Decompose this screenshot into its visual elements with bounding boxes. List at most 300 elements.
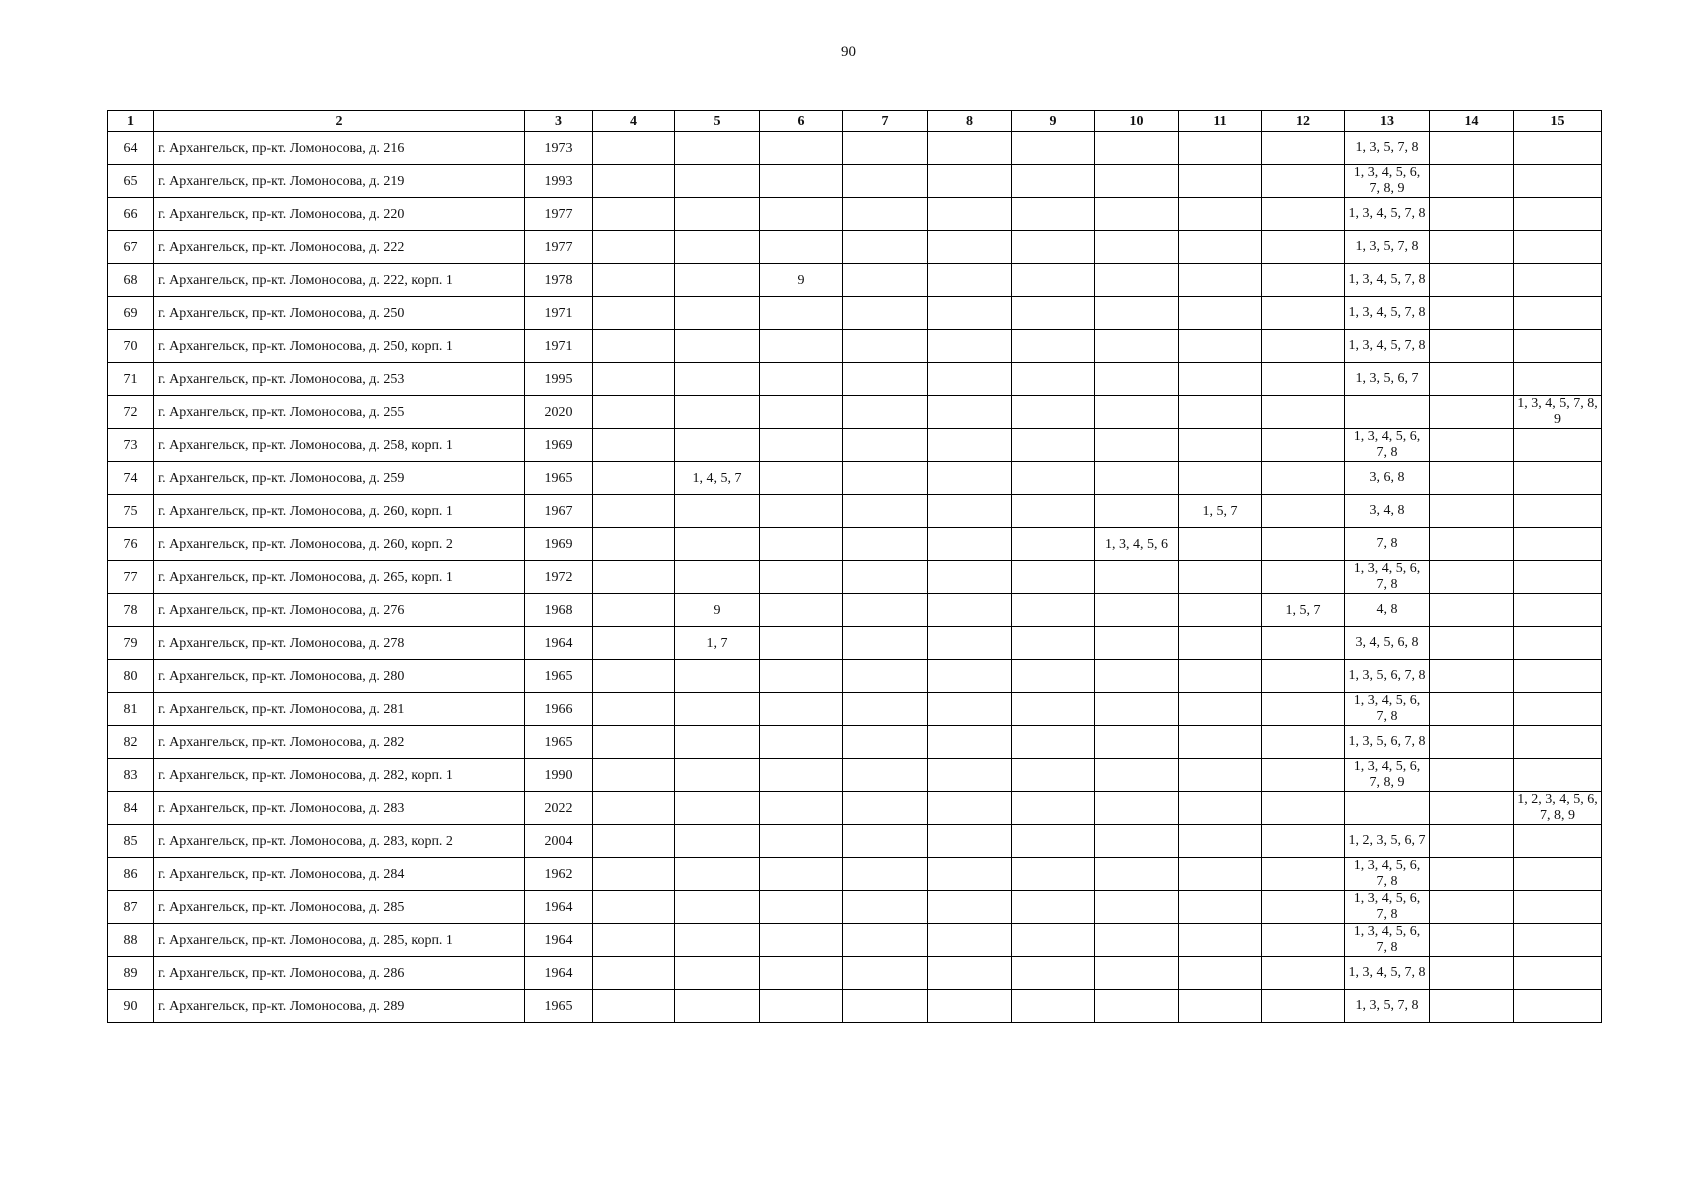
empty-cell — [593, 957, 675, 990]
empty-cell — [928, 858, 1012, 891]
empty-cell — [928, 792, 1012, 825]
table-cell — [675, 759, 760, 792]
address-cell: г. Архангельск, пр-кт. Ломоносова, д. 250 — [154, 297, 525, 330]
table-cell — [1179, 297, 1262, 330]
table-cell: 1, 3, 4, 5, 7, 8 — [1345, 957, 1430, 990]
empty-cell — [928, 627, 1012, 660]
year-cell: 1977 — [525, 198, 593, 231]
table-cell — [1095, 825, 1179, 858]
table-cell — [1179, 231, 1262, 264]
address-cell: г. Архангельск, пр-кт. Ломоносова, д. 285 — [154, 891, 525, 924]
address-cell: г. Архангельск, пр-кт. Ломоносова, д. 265, корп. 1 — [154, 561, 525, 594]
table-cell — [760, 198, 843, 231]
empty-cell — [1012, 264, 1095, 297]
address-cell: г. Архангельск, пр-кт. Ломоносова, д. 289 — [154, 990, 525, 1023]
empty-cell — [928, 198, 1012, 231]
table-cell — [760, 858, 843, 891]
table-cell: 1, 3, 5, 7, 8 — [1345, 132, 1430, 165]
empty-cell — [593, 990, 675, 1023]
table-cell — [1514, 165, 1602, 198]
table-cell — [1514, 198, 1602, 231]
empty-cell — [593, 627, 675, 660]
empty-cell — [1430, 627, 1514, 660]
table-cell: 1, 3, 5, 6, 7, 8 — [1345, 660, 1430, 693]
row-number-cell: 82 — [108, 726, 154, 759]
year-cell: 1977 — [525, 231, 593, 264]
table-cell: 1, 2, 3, 5, 6, 7 — [1345, 825, 1430, 858]
table-cell — [1179, 594, 1262, 627]
table-cell — [760, 396, 843, 429]
empty-cell — [1012, 198, 1095, 231]
row-number-cell: 69 — [108, 297, 154, 330]
table-row — [108, 231, 1602, 264]
table-row — [108, 363, 1602, 396]
table-cell — [760, 825, 843, 858]
table-cell — [1095, 495, 1179, 528]
year-cell: 1971 — [525, 330, 593, 363]
year-cell: 1964 — [525, 891, 593, 924]
table-cell — [1262, 165, 1345, 198]
address-cell: г. Архангельск, пр-кт. Ломоносова, д. 255 — [154, 396, 525, 429]
table-cell: 1, 3, 4, 5, 7, 8 — [1345, 297, 1430, 330]
column-header: 6 — [760, 111, 843, 132]
column-header: 9 — [1012, 111, 1095, 132]
column-header: 4 — [593, 111, 675, 132]
empty-cell — [1430, 330, 1514, 363]
table-cell — [1179, 858, 1262, 891]
table-cell — [1262, 363, 1345, 396]
table-cell — [760, 429, 843, 462]
table-cell — [1179, 759, 1262, 792]
row-number-cell: 90 — [108, 990, 154, 1023]
address-cell: г. Архангельск, пр-кт. Ломоносова, д. 285, корп. 1 — [154, 924, 525, 957]
table-cell — [1514, 660, 1602, 693]
table-cell — [1179, 627, 1262, 660]
table-cell — [1262, 792, 1345, 825]
table-cell: 1, 3, 4, 5, 6 — [1095, 528, 1179, 561]
table-cell — [1514, 363, 1602, 396]
table-cell — [1095, 198, 1179, 231]
table-cell — [1262, 561, 1345, 594]
empty-cell — [1430, 693, 1514, 726]
table-cell — [1262, 495, 1345, 528]
year-cell: 2020 — [525, 396, 593, 429]
year-cell: 1978 — [525, 264, 593, 297]
table-cell — [1179, 429, 1262, 462]
table-cell — [675, 858, 760, 891]
empty-cell — [593, 528, 675, 561]
empty-cell — [843, 891, 928, 924]
table-cell — [1262, 924, 1345, 957]
empty-cell — [1012, 627, 1095, 660]
empty-cell — [593, 561, 675, 594]
table-cell — [1514, 924, 1602, 957]
column-header: 15 — [1514, 111, 1602, 132]
empty-cell — [593, 165, 675, 198]
empty-cell — [928, 561, 1012, 594]
row-number-cell: 73 — [108, 429, 154, 462]
empty-cell — [928, 462, 1012, 495]
empty-cell — [593, 594, 675, 627]
empty-cell — [928, 759, 1012, 792]
table-row — [108, 693, 1602, 726]
table-cell — [1095, 594, 1179, 627]
row-number-cell: 68 — [108, 264, 154, 297]
table-cell — [675, 957, 760, 990]
empty-cell — [593, 297, 675, 330]
table-cell — [675, 231, 760, 264]
empty-cell — [593, 231, 675, 264]
empty-cell — [1430, 924, 1514, 957]
table-cell — [1179, 825, 1262, 858]
empty-cell — [1012, 495, 1095, 528]
row-number-cell: 72 — [108, 396, 154, 429]
table-cell: 1, 3, 4, 5, 6, 7, 8, 9 — [1345, 165, 1430, 198]
empty-cell — [1012, 858, 1095, 891]
empty-cell — [928, 495, 1012, 528]
year-cell: 1993 — [525, 165, 593, 198]
empty-cell — [1430, 825, 1514, 858]
empty-cell — [928, 528, 1012, 561]
empty-cell — [1430, 396, 1514, 429]
empty-cell — [1012, 528, 1095, 561]
address-cell: г. Архангельск, пр-кт. Ломоносова, д. 250, корп. 1 — [154, 330, 525, 363]
table-cell — [675, 132, 760, 165]
table-cell — [675, 165, 760, 198]
address-cell: г. Архангельск, пр-кт. Ломоносова, д. 216 — [154, 132, 525, 165]
empty-cell — [1012, 594, 1095, 627]
empty-cell — [843, 528, 928, 561]
table-cell — [1179, 924, 1262, 957]
empty-cell — [843, 231, 928, 264]
table-cell — [1514, 693, 1602, 726]
table-cell — [1095, 660, 1179, 693]
empty-cell — [1012, 561, 1095, 594]
row-number-cell: 71 — [108, 363, 154, 396]
table-cell: 1, 3, 5, 7, 8 — [1345, 990, 1430, 1023]
address-cell: г. Архангельск, пр-кт. Ломоносова, д. 260, корп. 1 — [154, 495, 525, 528]
empty-cell — [843, 858, 928, 891]
table-cell — [1262, 132, 1345, 165]
table-row — [108, 396, 1602, 429]
empty-cell — [1012, 825, 1095, 858]
table-cell: 7, 8 — [1345, 528, 1430, 561]
empty-cell — [843, 363, 928, 396]
address-cell: г. Архангельск, пр-кт. Ломоносова, д. 283, корп. 2 — [154, 825, 525, 858]
column-header: 14 — [1430, 111, 1514, 132]
empty-cell — [843, 495, 928, 528]
table-cell — [760, 462, 843, 495]
table-cell: 1, 3, 5, 7, 8 — [1345, 231, 1430, 264]
empty-cell — [593, 693, 675, 726]
empty-cell — [843, 726, 928, 759]
empty-cell — [1430, 495, 1514, 528]
empty-cell — [843, 429, 928, 462]
table-row — [108, 198, 1602, 231]
empty-cell — [843, 198, 928, 231]
table-cell: 9 — [675, 594, 760, 627]
empty-cell — [1012, 231, 1095, 264]
table-cell — [1262, 198, 1345, 231]
table-cell — [1095, 132, 1179, 165]
table-cell — [1095, 462, 1179, 495]
table-cell — [1179, 462, 1262, 495]
table-cell — [1262, 528, 1345, 561]
table-cell: 1, 5, 7 — [1262, 594, 1345, 627]
table-cell — [1514, 462, 1602, 495]
table-cell: 1, 3, 4, 5, 7, 8, 9 — [1514, 396, 1602, 429]
table-cell — [1179, 693, 1262, 726]
year-cell: 1965 — [525, 462, 593, 495]
table-cell — [760, 297, 843, 330]
table-cell: 1, 7 — [675, 627, 760, 660]
year-cell: 1969 — [525, 429, 593, 462]
row-number-cell: 66 — [108, 198, 154, 231]
empty-cell — [843, 264, 928, 297]
table-cell — [1095, 693, 1179, 726]
empty-cell — [1430, 594, 1514, 627]
empty-cell — [843, 924, 928, 957]
table-cell — [1262, 660, 1345, 693]
table-cell — [760, 693, 843, 726]
table-row — [108, 627, 1602, 660]
address-cell: г. Архангельск, пр-кт. Ломоносова, д. 283 — [154, 792, 525, 825]
empty-cell — [843, 165, 928, 198]
year-cell: 1990 — [525, 759, 593, 792]
table-cell: 1, 3, 4, 5, 6, 7, 8 — [1345, 429, 1430, 462]
table-cell — [1179, 660, 1262, 693]
row-number-cell: 74 — [108, 462, 154, 495]
row-number-cell: 88 — [108, 924, 154, 957]
empty-cell — [1012, 792, 1095, 825]
address-cell: г. Архангельск, пр-кт. Ломоносова, д. 284 — [154, 858, 525, 891]
empty-cell — [593, 330, 675, 363]
table-row — [108, 726, 1602, 759]
table-row — [108, 165, 1602, 198]
table-cell: 1, 3, 4, 5, 6, 7, 8 — [1345, 693, 1430, 726]
table-cell — [1262, 726, 1345, 759]
empty-cell — [928, 264, 1012, 297]
empty-cell — [928, 660, 1012, 693]
year-cell: 1964 — [525, 627, 593, 660]
table-cell — [1514, 957, 1602, 990]
empty-cell — [1012, 957, 1095, 990]
column-header: 8 — [928, 111, 1012, 132]
empty-cell — [928, 891, 1012, 924]
empty-cell — [843, 396, 928, 429]
table-cell — [675, 198, 760, 231]
table-cell — [675, 363, 760, 396]
empty-cell — [1430, 726, 1514, 759]
year-cell: 1965 — [525, 726, 593, 759]
year-cell: 2004 — [525, 825, 593, 858]
table-cell — [1262, 990, 1345, 1023]
table-cell — [675, 825, 760, 858]
empty-cell — [593, 825, 675, 858]
address-cell: г. Архангельск, пр-кт. Ломоносова, д. 280 — [154, 660, 525, 693]
empty-cell — [928, 363, 1012, 396]
empty-cell — [843, 132, 928, 165]
table-cell — [1095, 363, 1179, 396]
row-number-cell: 89 — [108, 957, 154, 990]
table-cell — [1095, 264, 1179, 297]
year-cell: 1972 — [525, 561, 593, 594]
table-cell — [1514, 990, 1602, 1023]
table-cell — [1514, 594, 1602, 627]
table-cell — [760, 330, 843, 363]
table-cell: 1, 3, 4, 5, 6, 7, 8, 9 — [1345, 759, 1430, 792]
table-cell — [1262, 330, 1345, 363]
empty-cell — [928, 990, 1012, 1023]
empty-cell — [1430, 363, 1514, 396]
table-cell — [675, 660, 760, 693]
empty-cell — [928, 726, 1012, 759]
row-number-cell: 86 — [108, 858, 154, 891]
address-cell: г. Архангельск, пр-кт. Ломоносова, д. 276 — [154, 594, 525, 627]
table-cell — [1262, 462, 1345, 495]
address-cell: г. Архангельск, пр-кт. Ломоносова, д. 220 — [154, 198, 525, 231]
table-cell — [1179, 396, 1262, 429]
table-cell — [675, 297, 760, 330]
table-cell — [1262, 858, 1345, 891]
table-cell — [1095, 990, 1179, 1023]
empty-cell — [928, 825, 1012, 858]
empty-cell — [1430, 297, 1514, 330]
table-cell — [760, 594, 843, 627]
table-cell — [1514, 132, 1602, 165]
column-header: 1 — [108, 111, 154, 132]
empty-cell — [843, 330, 928, 363]
empty-cell — [1430, 858, 1514, 891]
empty-cell — [1012, 363, 1095, 396]
table-cell: 1, 3, 5, 6, 7 — [1345, 363, 1430, 396]
column-header: 13 — [1345, 111, 1430, 132]
empty-cell — [593, 924, 675, 957]
row-number-cell: 81 — [108, 693, 154, 726]
empty-cell — [843, 990, 928, 1023]
empty-cell — [928, 132, 1012, 165]
table-row — [108, 528, 1602, 561]
empty-cell — [1012, 726, 1095, 759]
table-cell — [1179, 363, 1262, 396]
table-cell — [1514, 297, 1602, 330]
empty-cell — [843, 594, 928, 627]
address-cell: г. Архангельск, пр-кт. Ломоносова, д. 222 — [154, 231, 525, 264]
year-cell: 1964 — [525, 924, 593, 957]
row-number-cell: 87 — [108, 891, 154, 924]
row-number-cell: 84 — [108, 792, 154, 825]
table-cell — [1179, 198, 1262, 231]
table-cell — [760, 990, 843, 1023]
empty-cell — [1430, 990, 1514, 1023]
buildings-table — [107, 110, 1602, 1023]
empty-cell — [1012, 429, 1095, 462]
table-cell — [1345, 792, 1430, 825]
column-header: 12 — [1262, 111, 1345, 132]
empty-cell — [843, 627, 928, 660]
table-row — [108, 561, 1602, 594]
table-cell — [675, 396, 760, 429]
table-cell — [1095, 429, 1179, 462]
table-cell — [1262, 231, 1345, 264]
empty-cell — [593, 363, 675, 396]
empty-cell — [1012, 297, 1095, 330]
table-cell — [760, 660, 843, 693]
table-cell — [1095, 957, 1179, 990]
table-cell — [1095, 330, 1179, 363]
empty-cell — [1430, 264, 1514, 297]
table-body — [108, 132, 1602, 1023]
empty-cell — [928, 297, 1012, 330]
empty-cell — [1430, 231, 1514, 264]
address-cell: г. Архангельск, пр-кт. Ломоносова, д. 282 — [154, 726, 525, 759]
table-cell — [675, 726, 760, 759]
empty-cell — [843, 957, 928, 990]
row-number-cell: 85 — [108, 825, 154, 858]
table-row — [108, 792, 1602, 825]
table-cell — [1179, 561, 1262, 594]
table-cell — [1095, 858, 1179, 891]
column-header: 11 — [1179, 111, 1262, 132]
table-cell — [1514, 825, 1602, 858]
column-header: 10 — [1095, 111, 1179, 132]
row-number-cell: 65 — [108, 165, 154, 198]
empty-cell — [843, 825, 928, 858]
table-cell — [675, 792, 760, 825]
table-cell — [675, 264, 760, 297]
empty-cell — [1430, 165, 1514, 198]
table-cell — [1095, 231, 1179, 264]
empty-cell — [1430, 660, 1514, 693]
empty-cell — [1430, 891, 1514, 924]
address-cell: г. Архангельск, пр-кт. Ломоносова, д. 282, корп. 1 — [154, 759, 525, 792]
empty-cell — [593, 132, 675, 165]
table-row — [108, 825, 1602, 858]
table-cell — [1179, 165, 1262, 198]
empty-cell — [1430, 792, 1514, 825]
empty-cell — [843, 660, 928, 693]
table-cell — [1095, 759, 1179, 792]
empty-cell — [928, 165, 1012, 198]
table-cell: 1, 3, 4, 5, 6, 7, 8 — [1345, 924, 1430, 957]
table-cell: 1, 3, 4, 5, 7, 8 — [1345, 330, 1430, 363]
empty-cell — [928, 693, 1012, 726]
table-cell — [760, 891, 843, 924]
column-header: 2 — [154, 111, 525, 132]
table-cell — [1345, 396, 1430, 429]
table-cell — [1514, 264, 1602, 297]
empty-cell — [928, 396, 1012, 429]
table-cell — [760, 363, 843, 396]
table-row — [108, 660, 1602, 693]
table-cell — [760, 726, 843, 759]
table-row — [108, 924, 1602, 957]
table-cell — [1179, 528, 1262, 561]
empty-cell — [843, 759, 928, 792]
table-cell — [675, 693, 760, 726]
table-cell — [675, 561, 760, 594]
address-cell: г. Архангельск, пр-кт. Ломоносова, д. 222, корп. 1 — [154, 264, 525, 297]
empty-cell — [593, 759, 675, 792]
empty-cell — [593, 429, 675, 462]
table-cell — [1262, 825, 1345, 858]
empty-cell — [1012, 132, 1095, 165]
table-cell — [1179, 330, 1262, 363]
table-cell — [1514, 759, 1602, 792]
table-cell — [760, 132, 843, 165]
table-cell — [1262, 297, 1345, 330]
table-cell: 1, 3, 4, 5, 6, 7, 8 — [1345, 891, 1430, 924]
